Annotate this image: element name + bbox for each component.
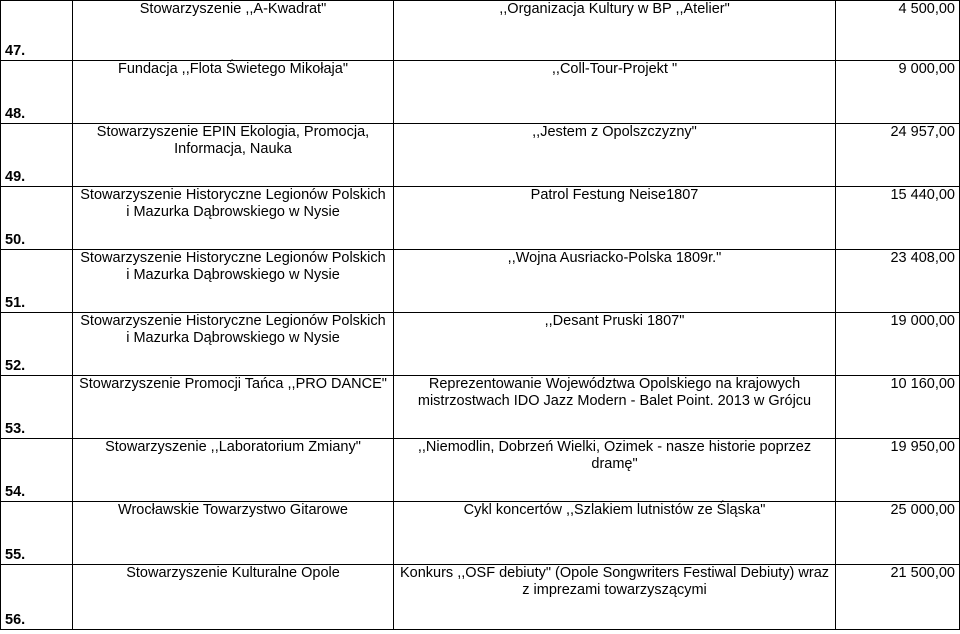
project-title: ,,Desant Pruski 1807" (394, 313, 836, 376)
table-row (1, 439, 960, 502)
table-row (1, 376, 960, 439)
project-title: Patrol Festung Neise1807 (394, 187, 836, 250)
organization-name: Stowarzyszenie ,,Laboratorium Zmiany" (73, 439, 394, 502)
project-title: Cykl koncertów ,,Szlakiem lutnistów ze Śląska" (394, 502, 836, 565)
organization-name: Stowarzyszenie Historyczne Legionów Polskich i Mazurka Dąbrowskiego w Nysie (73, 313, 394, 376)
grant-amount: 9 000,00 (836, 61, 960, 124)
table-row (1, 313, 960, 376)
organization-name: Stowarzyszenie Historyczne Legionów Polskich i Mazurka Dąbrowskiego w Nysie (73, 250, 394, 313)
project-title: ,,Jestem z Opolszczyzny" (394, 124, 836, 187)
grant-amount: 23 408,00 (836, 250, 960, 313)
organization-name: Stowarzyszenie Promocji Tańca ,,PRO DANCE" (73, 376, 394, 439)
grant-amount: 21 500,00 (836, 565, 960, 630)
grant-amount: 19 000,00 (836, 313, 960, 376)
table-row (1, 61, 960, 124)
table-row (1, 187, 960, 250)
table-row (1, 1, 960, 61)
row-number: 53. (1, 376, 73, 439)
project-title: ,,Coll-Tour-Projekt " (394, 61, 836, 124)
row-number: 48. (1, 61, 73, 124)
grant-amount: 19 950,00 (836, 439, 960, 502)
table-row (1, 250, 960, 313)
row-number: 55. (1, 502, 73, 565)
project-title: ,,Organizacja Kultury w BP ,,Atelier" (394, 1, 836, 61)
row-number: 54. (1, 439, 73, 502)
organization-name: Stowarzyszenie EPIN Ekologia, Promocja, Informacja, Nauka (73, 124, 394, 187)
organization-name: Stowarzyszenie Kulturalne Opole (73, 565, 394, 630)
row-number: 47. (1, 1, 73, 61)
row-number: 56. (1, 565, 73, 630)
row-number: 50. (1, 187, 73, 250)
organization-name: Wrocławskie Towarzystwo Gitarowe (73, 502, 394, 565)
row-number: 49. (1, 124, 73, 187)
grant-amount: 15 440,00 (836, 187, 960, 250)
grant-amount: 4 500,00 (836, 1, 960, 61)
table-row (1, 124, 960, 187)
grant-amount: 10 160,00 (836, 376, 960, 439)
grants-table-body (1, 1, 960, 630)
project-title: Konkurs ,,OSF debiuty" (Opole Songwriters Festiwal Debiuty) wraz z imprezami towarzyszącymi (394, 565, 836, 630)
table-row (1, 502, 960, 565)
organization-name: Stowarzyszenie Historyczne Legionów Polskich i Mazurka Dąbrowskiego w Nysie (73, 187, 394, 250)
grant-amount: 24 957,00 (836, 124, 960, 187)
organization-name: Fundacja ,,Flota Świetego Mikołaja" (73, 61, 394, 124)
organization-name: Stowarzyszenie ,,A-Kwadrat" (73, 1, 394, 61)
project-title: ,,Niemodlin, Dobrzeń Wielki, Ozimek - nasze historie poprzez dramę" (394, 439, 836, 502)
project-title: Reprezentowanie Województwa Opolskiego na krajowych mistrzostwach IDO Jazz Modern - Balet Point. 2013 w Grójcu (394, 376, 836, 439)
table-row (1, 565, 960, 630)
grant-amount: 25 000,00 (836, 502, 960, 565)
row-number: 52. (1, 313, 73, 376)
row-number: 51. (1, 250, 73, 313)
project-title: ,,Wojna Ausriacko-Polska 1809r." (394, 250, 836, 313)
